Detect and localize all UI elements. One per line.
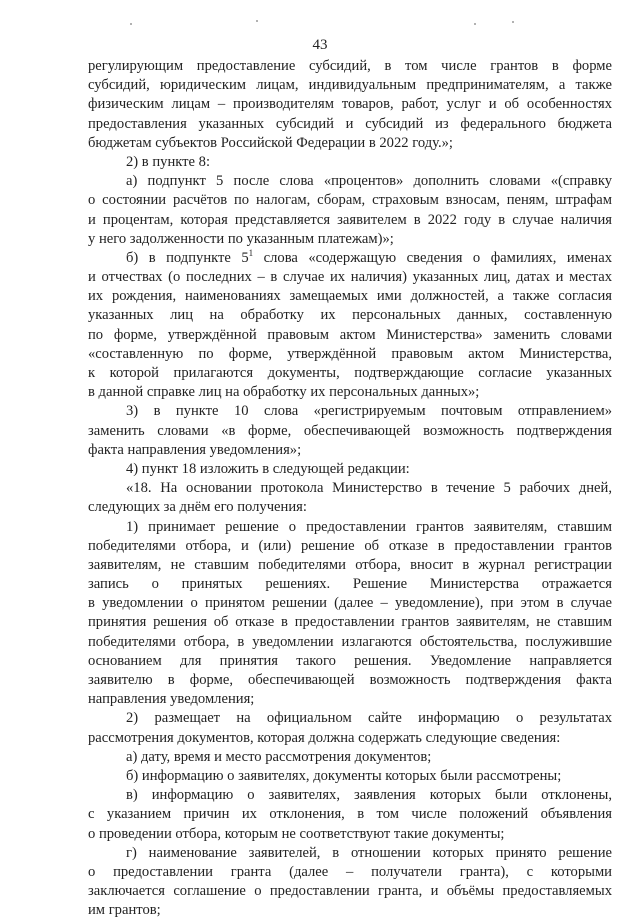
text-line-content: победителями отбора, и (или) решение об отказе в предоставлении грантов	[88, 537, 612, 554]
text-line-content: а) подпункт 5 после слова «процентов» дополнить словами «(справку	[126, 173, 612, 190]
text-line-content: принятия решения об отказе в предоставлении грантов заявителям, не ставшим	[88, 614, 612, 631]
text-line	[88, 556, 612, 575]
text-line	[88, 287, 612, 306]
text-line	[88, 345, 612, 364]
page-number: 43	[312, 37, 328, 53]
text-line-content: и отчествах (о последних – в случае их наличия) указанных лиц, датах и местах	[88, 269, 612, 286]
text-line-content: «составленную по форме, утверждённой правовым актом Министерства,	[88, 345, 612, 362]
text-line	[88, 518, 612, 537]
text-line	[88, 671, 612, 690]
scan-speck	[256, 20, 258, 22]
text-line-content: бюджетам субъектов Российской Федерации в 2022 году.»;	[88, 134, 453, 151]
text-line	[88, 306, 612, 325]
text-line	[88, 211, 612, 230]
text-line	[88, 57, 612, 76]
text-line-content: их рождения, наименованиях замещаемых ими должностей, а также согласия	[88, 288, 612, 305]
text-line	[88, 709, 612, 728]
text-line-content: 2) в пункте 8:	[126, 153, 211, 170]
scan-speck	[512, 21, 514, 23]
text-line-content: заявителям, не ставшим победителями отбора, вносит в журнал регистрации	[88, 556, 612, 573]
text-line	[88, 115, 612, 134]
text-line-content: заменить словами «в форме, обеспечивающей возможность подтверждения	[88, 422, 612, 439]
text-line-content: по форме, утверждённой правовым актом Министерства» заменить словами	[88, 326, 612, 343]
text-line-content: следующих за днём его получения:	[88, 499, 307, 516]
text-line	[88, 748, 612, 767]
text-line	[88, 786, 612, 805]
text-line-content: 3) в пункте 10 слова «регистрируемым почтовым отправлением»	[126, 403, 612, 420]
text-line-content: им грантов;	[88, 902, 161, 919]
text-line	[88, 402, 612, 421]
text-line	[88, 594, 612, 613]
text-line-content: заявителю в форме, обеспечивающей возможность подтверждения факта	[88, 672, 612, 688]
text-line	[88, 153, 612, 172]
text-line	[88, 844, 612, 863]
text-line-content: 2) размещает на официальном сайте информацию о результатах	[126, 710, 612, 727]
text-line-content: у него задолженности по указанным платежам)»;	[88, 230, 394, 247]
text-line-content: 1) принимает решение о предоставлении грантов заявителям, ставшим	[126, 518, 612, 535]
text-line-content: заключается соглашение о предоставлении гранта, и объёмы предоставляемых	[88, 883, 612, 900]
text-line	[88, 575, 612, 594]
text-line-content: 4) пункт 18 изложить в следующей редакции:	[126, 460, 410, 477]
text-line-content: регулирующим предоставление субсидий, в том числе грантов в форме	[88, 58, 612, 74]
text-line	[88, 249, 612, 268]
text-line-content: с указанием причин их отклонения, в том числе положений объявления	[88, 806, 612, 823]
text-line	[88, 460, 612, 479]
text-line-content: о состоянии расчётов по налогам, сборам, страховым взносам, пеням, штрафам	[88, 192, 612, 209]
text-line-content: слова «содержащую сведения о фамилиях, именах	[253, 249, 613, 266]
text-line	[88, 95, 612, 114]
text-line-content: б) в подпункте 5	[126, 249, 249, 266]
text-line-content: г) наименование заявителей, в отношении которых принято решение	[126, 844, 612, 861]
scan-speck	[474, 23, 476, 25]
text-line-content: направления уведомления;	[88, 691, 255, 708]
text-line	[88, 326, 612, 345]
text-line-content: и процентам, которая представляется заявителем в 2022 году в случае наличия	[88, 211, 612, 228]
text-line	[88, 652, 612, 671]
text-line-content: рассмотрения документов, которая должна содержать следующие сведения:	[88, 729, 561, 746]
text-line-content: в уведомлении о принятом решении (далее – уведомление), при этом в случае	[88, 595, 612, 612]
text-line-content: предоставления указанных субсидий и субсидий из федерального бюджета	[88, 115, 612, 132]
text-line	[88, 729, 612, 748]
text-line	[88, 479, 612, 498]
text-line	[88, 863, 612, 882]
text-line	[88, 422, 612, 441]
text-line	[88, 613, 612, 632]
text-line-content: победителями отбора, в уведомлении излагаются обстоятельства, послужившие	[88, 633, 612, 650]
text-line-content: в) информацию о заявителях, заявления которых были отклонены,	[126, 787, 612, 804]
text-line-content: субсидий, юридическим лицам, индивидуальным предпринимателям, а также	[88, 77, 612, 94]
text-line-content: о предоставлении гранта (далее – получатели гранта), с которыми	[88, 863, 612, 880]
superscript: 1	[248, 247, 254, 258]
text-line	[88, 882, 612, 901]
text-line	[88, 767, 612, 786]
text-line	[88, 268, 612, 287]
text-line-content: физическим лицам – производителям товаров, работ, услуг и об особенностях	[88, 96, 612, 113]
text-line	[88, 172, 612, 191]
text-line	[88, 805, 612, 824]
text-line-content: запись о принятых решениях. Решение Министерства отражается	[88, 576, 612, 593]
text-line-content: основанием для принятия такого решения. Уведомление направляется	[88, 652, 612, 669]
text-line	[88, 191, 612, 210]
text-line	[88, 633, 612, 652]
text-line-content: б) информацию о заявителях, документы которых были рассмотрены;	[126, 767, 562, 784]
text-line-content: указанных лиц на обработку их персональных данных, составленную	[88, 307, 612, 324]
text-line-content: факта направления уведомления»;	[88, 441, 302, 458]
document-body	[88, 57, 612, 920]
text-line-content: а) дату, время и место рассмотрения документов;	[126, 748, 432, 765]
text-line-content: о проведении отбора, которым не соответствуют такие документы;	[88, 825, 505, 842]
text-line	[88, 76, 612, 95]
scan-speck	[130, 23, 132, 25]
text-line-content: «18. На основании протокола Министерство в течение 5 рабочих дней,	[126, 480, 612, 497]
text-line-content: в данной справке лиц на обработку их персональных данных»;	[88, 384, 480, 401]
text-line	[88, 364, 612, 383]
text-line	[88, 537, 612, 556]
text-line-content: к которой прилагаются документы, подтверждающие согласие указанных	[88, 365, 612, 381]
